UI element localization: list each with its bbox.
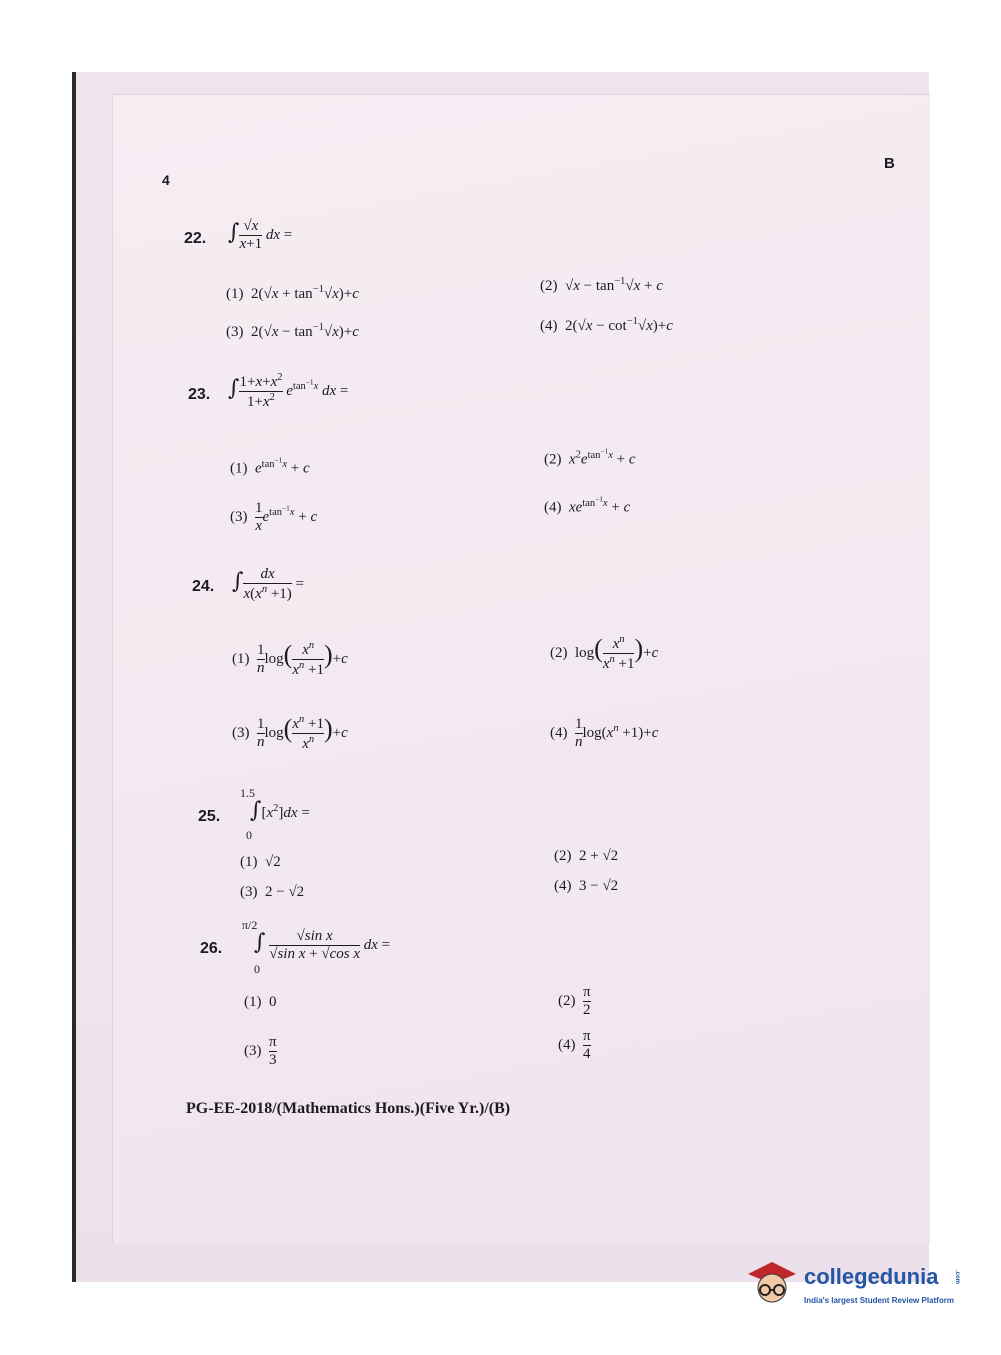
- question-stem: ∫ $\frac{1+x+x^2}{1+x^2}$ $e^{tan^{-1}x}$ dx =: [228, 372, 349, 411]
- collegedunia-logo: [744, 1256, 984, 1316]
- option: (2) log( $\frac{x^n}{x^n +1}$ )+c: [550, 634, 659, 673]
- option: (1) $\frac{1}{n}$ log( $\frac{x^n}{x^n +1}$ )+c: [232, 640, 348, 679]
- logo-tagline: India's largest Student Review Platform: [804, 1296, 954, 1305]
- option: (3) $\frac{\pi}{3}$: [244, 1034, 277, 1069]
- scan-edge: [72, 72, 76, 1282]
- lower-limit: 0: [254, 962, 260, 976]
- option: (4) $\frac{1}{n}$ $\log(x^n +1)+c$: [550, 716, 659, 751]
- question-number: 23.: [188, 386, 211, 403]
- series-letter: B: [884, 155, 895, 172]
- lower-limit: 0: [246, 828, 252, 842]
- option: (3) $\frac{1}{n}$ log( $\frac{x^n +1}{x^n}$ )+c: [232, 714, 348, 753]
- question-number: 24.: [192, 578, 215, 595]
- upper-limit: π/2: [242, 918, 258, 932]
- option: (3) $2(√x - \tan^{-1}√x)+c$: [226, 322, 359, 340]
- option: (4) $2(√x - \cot^{-1}√x)+c$: [540, 316, 673, 334]
- option: (2) $√x - \tan^{-1}√x + c$: [540, 276, 663, 294]
- question-number: 26.: [200, 940, 223, 957]
- mascot-icon: [744, 1256, 800, 1308]
- option: (4) $xe^{tan^{-1}x} + c$: [544, 494, 631, 516]
- option: (3) $\frac{1}{x}$ $e^{tan^{-1}x} + c$: [230, 500, 318, 535]
- question-stem: $\int[x^2]dx$ =: [250, 798, 310, 823]
- option: (1) 0: [244, 994, 277, 1010]
- question-stem: ∫ $\frac{dx}{x(x^n +1)}$ =: [232, 566, 304, 603]
- option: (3) 2 − √2: [240, 884, 305, 900]
- question-stem: ∫ $\frac{\text{√sin x}}{\text{√sin x + √cos x}}$ dx =: [254, 928, 391, 963]
- option: (1) $2(√x + \tan^{-1}√x)+c$: [226, 284, 359, 302]
- page-number: 4: [162, 172, 170, 188]
- option: (2) $x^2e^{tan^{-1}x} + c$: [544, 446, 636, 468]
- option: (4) $\frac{\pi}{4}$: [558, 1028, 591, 1063]
- question-number: 25.: [198, 808, 221, 825]
- footer-code: PG-EE-2018/(Mathematics Hons.)(Five Yr.)/(B): [186, 1100, 511, 1117]
- upper-limit: 1.5: [240, 786, 255, 800]
- option: (2) 2 + √2: [554, 848, 619, 864]
- logo-suffix: .com: [954, 1270, 960, 1285]
- option: (1) √2: [240, 854, 281, 870]
- question-number: 22.: [184, 230, 207, 247]
- question-stem: ∫ $\frac{√x}{x+1}$ dx =: [228, 218, 293, 253]
- option: (1) $e^{tan^{-1}x} + c$: [230, 455, 310, 477]
- logo-wordmark: collegedunia: [804, 1264, 939, 1289]
- option: (4) 3 − √2: [554, 878, 619, 894]
- option: (2) $\frac{\pi}{2}$: [558, 984, 591, 1019]
